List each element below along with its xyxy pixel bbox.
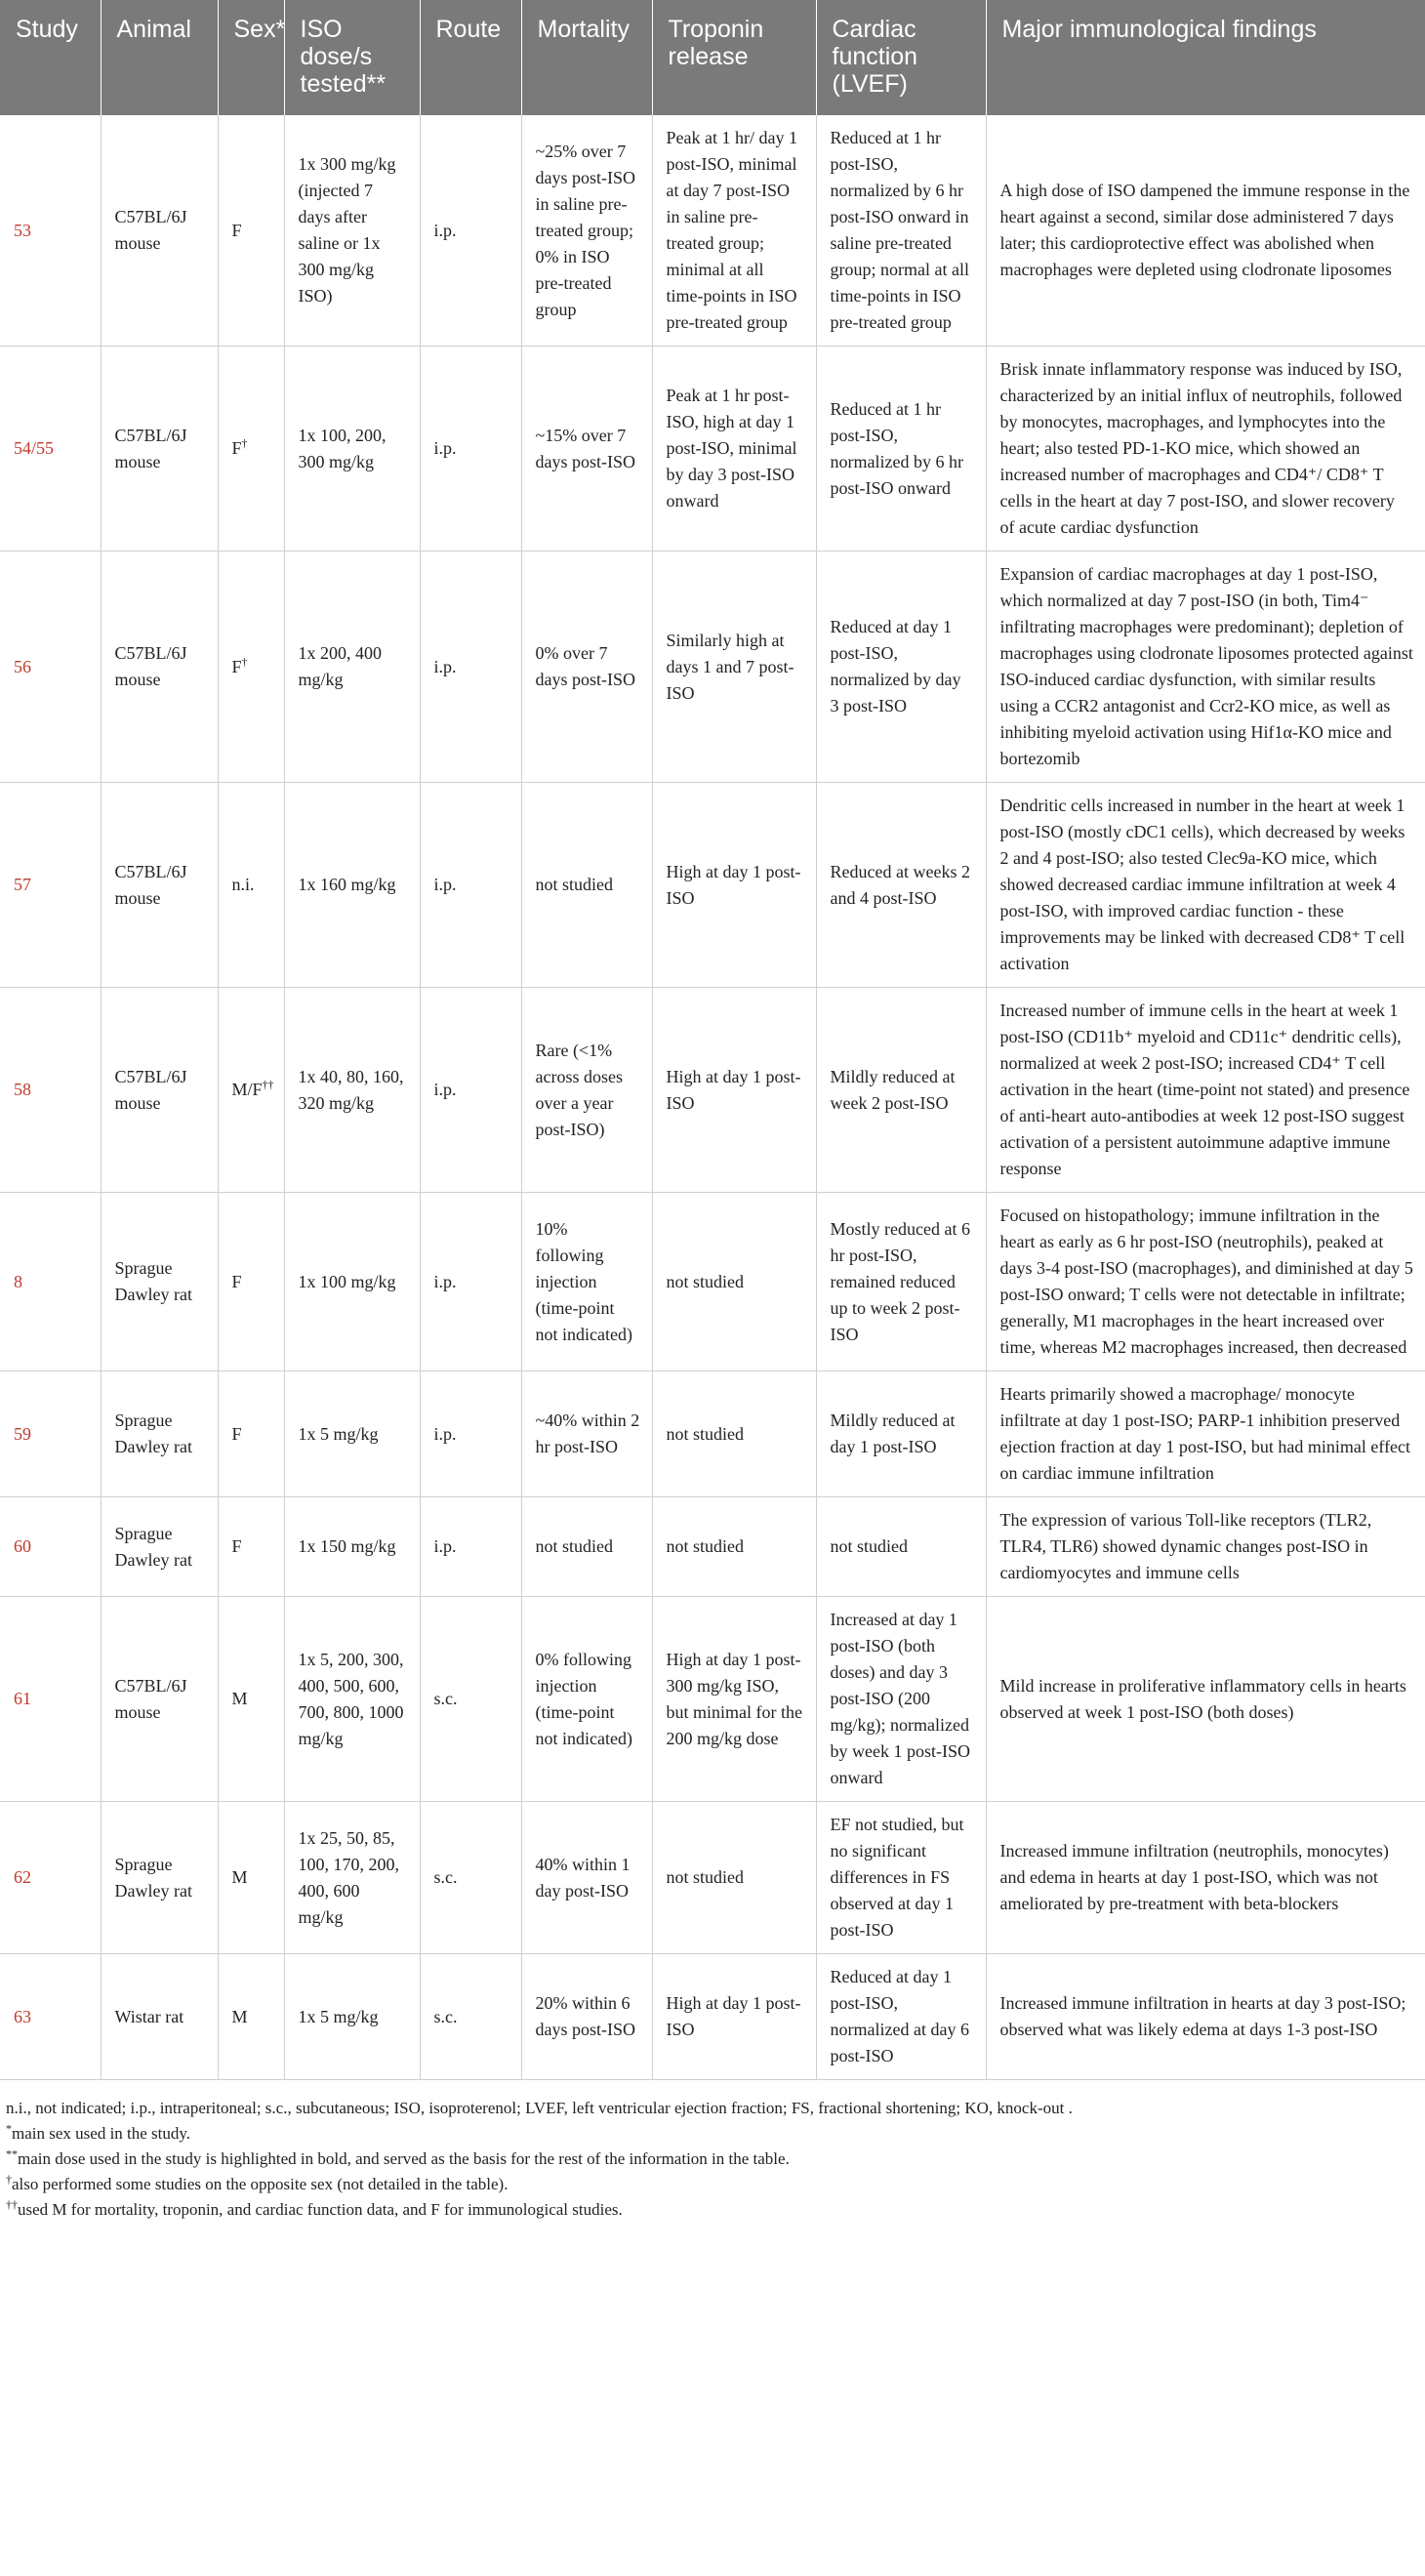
cell-dose: 1x 100 mg/kg <box>284 1193 420 1371</box>
cell-function: Reduced at day 1 post-ISO, normalized at day 6 post-ISO <box>816 1954 986 2080</box>
cell-route: i.p. <box>420 115 521 347</box>
cell-findings: Increased immune infiltration in hearts at day 3 post-ISO; observed what was likely edema at days 1-3 post-ISO <box>986 1954 1425 2080</box>
cell-study[interactable]: 53 <box>0 115 101 347</box>
cell-mortality: ~25% over 7 days post-ISO in saline pre-treated group; 0% in ISO pre-treated group <box>521 115 652 347</box>
cell-animal: Sprague Dawley rat <box>101 1193 218 1371</box>
cell-animal: Wistar rat <box>101 1954 218 2080</box>
table-row <box>0 1497 1425 1597</box>
column-header-troponin: Troponin release <box>652 0 816 115</box>
cell-sex: F <box>218 1371 284 1497</box>
cell-sex: M <box>218 1954 284 2080</box>
cell-animal: C57BL/6J mouse <box>101 347 218 552</box>
cell-sex: F <box>218 1497 284 1597</box>
footnote-abbreviations: n.i., not indicated; i.p., intraperitoneal; s.c., subcutaneous; ISO, isoproterenol; LVEF, left ventricular ejection fraction; FS, fractional shortening; KO, knock-out . <box>6 2099 1073 2117</box>
cell-function: Mostly reduced at 6 hr post-ISO, remained reduced up to week 2 post-ISO <box>816 1193 986 1371</box>
cell-route: i.p. <box>420 347 521 552</box>
cell-sex: M <box>218 1597 284 1802</box>
cell-animal: C57BL/6J mouse <box>101 988 218 1193</box>
cell-dose: 1x 100, 200, 300 mg/kg <box>284 347 420 552</box>
table-body <box>0 115 1425 2080</box>
cell-animal: Sprague Dawley rat <box>101 1371 218 1497</box>
cell-dose: 1x 300 mg/kg (injected 7 days after saline or 1x 300 mg/kg ISO) <box>284 115 420 347</box>
cell-dose: 1x 150 mg/kg <box>284 1497 420 1597</box>
footnote-double-dagger: ††used M for mortality, troponin, and cardiac function data, and F for immunological studies. <box>6 2197 623 2219</box>
column-header-findings: Major immunological findings <box>986 0 1425 115</box>
cell-dose: 1x 5 mg/kg <box>284 1371 420 1497</box>
cell-study[interactable]: 60 <box>0 1497 101 1597</box>
cell-mortality: Rare (<1% across doses over a year post-ISO) <box>521 988 652 1193</box>
cell-function: Reduced at weeks 2 and 4 post-ISO <box>816 783 986 988</box>
footnote-dose: **main dose used in the study is highlighted in bold, and served as the basis for the rest of the information in the table. <box>6 2147 790 2168</box>
cell-findings: Brisk innate inflammatory response was induced by ISO, characterized by an initial influx of neutrophils, followed by monocytes, macrophages, and lymphocytes into the heart; also tested PD-1-KO mice, which showed an increased number of macrophages and CD4⁺/ CD8⁺ T cells in the heart at day 7 post-ISO, and slower recovery of acute cardiac dysfunction <box>986 347 1425 552</box>
cell-sex: M <box>218 1802 284 1954</box>
cell-mortality: ~15% over 7 days post-ISO <box>521 347 652 552</box>
cell-dose: 1x 160 mg/kg <box>284 783 420 988</box>
cell-animal: C57BL/6J mouse <box>101 115 218 347</box>
cell-function: Increased at day 1 post-ISO (both doses) and day 3 post-ISO (200 mg/kg); normalized by week 1 post-ISO onward <box>816 1597 986 1802</box>
cell-findings: Dendritic cells increased in number in the heart at week 1 post-ISO (mostly cDC1 cells), which decreased by weeks 2 and 4 post-ISO; also tested Clec9a-KO mice, which showed decreased cardiac immune infiltration at week 4 post-ISO, with improved cardiac function - these improvements may be linked with decreased CD8⁺ T cell activation <box>986 783 1425 988</box>
column-header-study: Study <box>0 0 101 115</box>
table-row <box>0 1802 1425 1954</box>
cell-function: Mildly reduced at week 2 post-ISO <box>816 988 986 1193</box>
cell-route: i.p. <box>420 1497 521 1597</box>
header-row <box>0 0 1425 115</box>
table-row <box>0 988 1425 1193</box>
table-row <box>0 552 1425 783</box>
cell-route: s.c. <box>420 1954 521 2080</box>
cell-troponin: Similarly high at days 1 and 7 post-ISO <box>652 552 816 783</box>
cell-study[interactable]: 62 <box>0 1802 101 1954</box>
table-row <box>0 1193 1425 1371</box>
cell-troponin: High at day 1 post-ISO <box>652 1954 816 2080</box>
column-header-dose: ISO dose/s tested** <box>284 0 420 115</box>
cell-route: i.p. <box>420 1193 521 1371</box>
column-header-animal: Animal <box>101 0 218 115</box>
table-row <box>0 347 1425 552</box>
table-row <box>0 115 1425 347</box>
cell-study[interactable]: 54/55 <box>0 347 101 552</box>
cell-function: not studied <box>816 1497 986 1597</box>
cell-study[interactable]: 58 <box>0 988 101 1193</box>
sex-footnote-mark: † <box>241 654 248 669</box>
cell-sex: M/F†† <box>218 988 284 1193</box>
cell-troponin: not studied <box>652 1193 816 1371</box>
table-row <box>0 1954 1425 2080</box>
cell-findings: Increased immune infiltration (neutrophils, monocytes) and edema in hearts at day 1 post-ISO, which was not ameliorated by pre-treatment with beta-blockers <box>986 1802 1425 1954</box>
cell-mortality: 0% over 7 days post-ISO <box>521 552 652 783</box>
cell-findings: Increased number of immune cells in the heart at week 1 post-ISO (CD11b⁺ myeloid and CD11c⁺ dendritic cells), normalized at week 2 post-ISO; increased CD4⁺ T cell activation in the heart (time-point not stated) and presence of anti-heart auto-antibodies at week 12 post-ISO suggest activation of a persistent autoimmune adaptive immune response <box>986 988 1425 1193</box>
cell-route: s.c. <box>420 1802 521 1954</box>
cell-mortality: not studied <box>521 1497 652 1597</box>
cell-dose: 1x 5 mg/kg <box>284 1954 420 2080</box>
cell-animal: Sprague Dawley rat <box>101 1497 218 1597</box>
cell-route: i.p. <box>420 1371 521 1497</box>
cell-route: s.c. <box>420 1597 521 1802</box>
cell-troponin: High at day 1 post-ISO <box>652 988 816 1193</box>
cell-findings: The expression of various Toll-like receptors (TLR2, TLR4, TLR6) showed dynamic changes post-ISO in cardiomyocytes and immune cells <box>986 1497 1425 1597</box>
cell-animal: C57BL/6J mouse <box>101 783 218 988</box>
cell-sex: F† <box>218 347 284 552</box>
cell-troponin: Peak at 1 hr/ day 1 post-ISO, minimal at day 7 post-ISO in saline pre-treated group; minimal at all time-points in ISO pre-treated group <box>652 115 816 347</box>
cell-findings: Mild increase in proliferative inflammatory cells in hearts observed at week 1 post-ISO (both doses) <box>986 1597 1425 1802</box>
cell-mortality: 20% within 6 days post-ISO <box>521 1954 652 2080</box>
cell-troponin: High at day 1 post-300 mg/kg ISO, but minimal for the 200 mg/kg dose <box>652 1597 816 1802</box>
cell-mortality: ~40% within 2 hr post-ISO <box>521 1371 652 1497</box>
column-header-mortality: Mortality <box>521 0 652 115</box>
cell-troponin: High at day 1 post-ISO <box>652 783 816 988</box>
cell-findings: Expansion of cardiac macrophages at day 1 post-ISO, which normalized at day 7 post-ISO (in both, Tim4⁻ infiltrating macrophages were predominant); depletion of macrophages using clodronate liposomes protected against ISO-induced cardiac dysfunction, with similar results using a CCR2 antagonist and Ccr2-KO mice, as well as inhibiting myeloid activation using Hif1α-KO mice and bortezomib <box>986 552 1425 783</box>
cell-mortality: 40% within 1 day post-ISO <box>521 1802 652 1954</box>
table-row <box>0 1597 1425 1802</box>
cell-route: i.p. <box>420 552 521 783</box>
cell-study[interactable]: 61 <box>0 1597 101 1802</box>
column-header-sex: Sex* <box>218 0 284 115</box>
cell-dose: 1x 200, 400 mg/kg <box>284 552 420 783</box>
cell-mortality: not studied <box>521 783 652 988</box>
cell-animal: C57BL/6J mouse <box>101 1597 218 1802</box>
cell-findings: Hearts primarily showed a macrophage/ monocyte infiltrate at day 1 post-ISO; PARP-1 inhibition preserved ejection fraction at day 1 post-ISO, but had minimal effect on cardiac immune infiltration <box>986 1371 1425 1497</box>
cell-troponin: not studied <box>652 1497 816 1597</box>
table-row <box>0 1371 1425 1497</box>
cell-mortality: 10% following injection (time-point not indicated) <box>521 1193 652 1371</box>
column-header-function: Cardiac function (LVEF) <box>816 0 986 115</box>
cell-sex: F <box>218 1193 284 1371</box>
cell-dose: 1x 40, 80, 160, 320 mg/kg <box>284 988 420 1193</box>
cell-study[interactable]: 8 <box>0 1193 101 1371</box>
cell-troponin: not studied <box>652 1371 816 1497</box>
cell-function: Reduced at day 1 post-ISO, normalized by day 3 post-ISO <box>816 552 986 783</box>
cell-function: EF not studied, but no significant differences in FS observed at day 1 post-ISO <box>816 1802 986 1954</box>
cell-dose: 1x 25, 50, 85, 100, 170, 200, 400, 600 mg/kg <box>284 1802 420 1954</box>
cell-sex: F† <box>218 552 284 783</box>
cell-sex: F <box>218 115 284 347</box>
cell-study[interactable]: 59 <box>0 1371 101 1497</box>
cell-troponin: Peak at 1 hr post-ISO, high at day 1 post-ISO, minimal by day 3 post-ISO onward <box>652 347 816 552</box>
cell-route: i.p. <box>420 783 521 988</box>
cell-troponin: not studied <box>652 1802 816 1954</box>
cell-findings: Focused on histopathology; immune infiltration in the heart as early as 6 hr post-ISO (neutrophils), peaked at days 3-4 post-ISO (macrophages), and diminished at day 5 post-ISO onward; T cells were not detectable in infiltrate; generally, M1 macrophages in the heart increased over time, whereas M2 macrophages increased, then decreased <box>986 1193 1425 1371</box>
cell-function: Reduced at 1 hr post-ISO, normalized by 6 hr post-ISO onward in saline pre-treated group; normal at all time-points in ISO pre-treated group <box>816 115 986 347</box>
table-footnotes <box>0 2080 1425 2223</box>
cell-study[interactable]: 56 <box>0 552 101 783</box>
table-row <box>0 783 1425 988</box>
cell-sex: n.i. <box>218 783 284 988</box>
cell-findings: A high dose of ISO dampened the immune response in the heart against a second, similar dose administered 7 days later; this cardioprotective effect was abolished when macrophages were depleted using clodronate liposomes <box>986 115 1425 347</box>
cell-route: i.p. <box>420 988 521 1193</box>
footnote-dagger: †also performed some studies on the opposite sex (not detailed in the table). <box>6 2172 509 2193</box>
cell-animal: C57BL/6J mouse <box>101 552 218 783</box>
cell-function: Mildly reduced at day 1 post-ISO <box>816 1371 986 1497</box>
cell-dose: 1x 5, 200, 300, 400, 500, 600, 700, 800, 1000 mg/kg <box>284 1597 420 1802</box>
cell-function: Reduced at 1 hr post-ISO, normalized by 6 hr post-ISO onward <box>816 347 986 552</box>
cell-mortality: 0% following injection (time-point not indicated) <box>521 1597 652 1802</box>
cell-animal: Sprague Dawley rat <box>101 1802 218 1954</box>
cell-study[interactable]: 63 <box>0 1954 101 2080</box>
column-header-route: Route <box>420 0 521 115</box>
footnote-sex: *main sex used in the study. <box>6 2121 191 2143</box>
sex-footnote-mark: †† <box>262 1078 274 1091</box>
cell-study[interactable]: 57 <box>0 783 101 988</box>
sex-footnote-mark: † <box>241 436 248 450</box>
